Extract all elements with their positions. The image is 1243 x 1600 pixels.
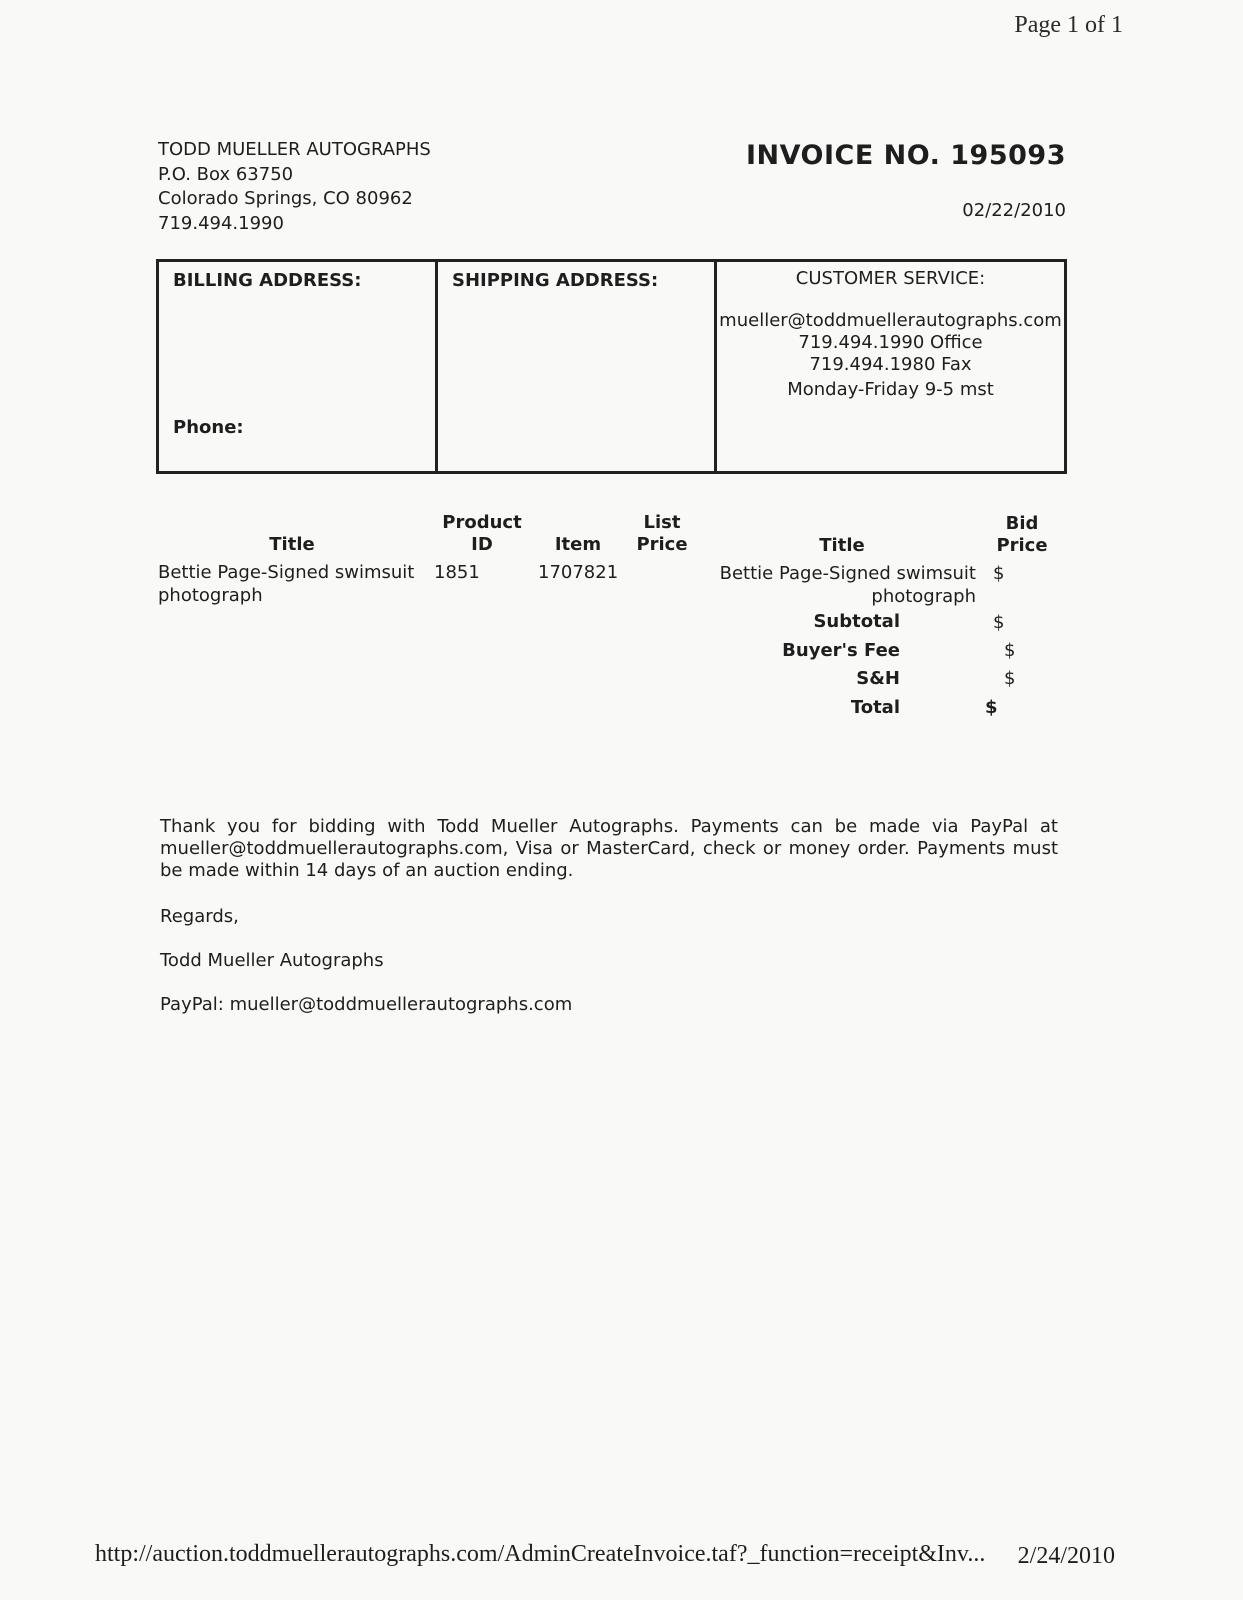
sh-label: S&H <box>856 668 900 689</box>
header-title: Title <box>269 534 315 555</box>
header-bid-price: Bid Price <box>996 513 1048 556</box>
table-row-product-id: 1851 <box>434 562 480 583</box>
payment-message: Thank you for bidding with Todd Mueller Autographs. Payments can be made via PayPal at mueller@toddmuellerautographs.com, Visa or MasterCard, check or money order. Payments must be made within 14 days of an auction ending. <box>160 816 1058 881</box>
footer-url: http://auction.toddmuellerautographs.com/AdminCreateInvoice.taf?_function=receipt&Inv... <box>95 1541 986 1567</box>
billing-address-cell <box>159 262 438 471</box>
shipping-address-label: SHIPPING ADDRESS: <box>452 270 659 291</box>
header-title-2: Title <box>819 535 865 556</box>
company-block <box>158 138 431 236</box>
customer-service-cell <box>717 262 1064 471</box>
invoice-title: INVOICE NO. 195093 <box>745 140 1066 171</box>
company-po-box: P.O. Box 63750 <box>158 163 294 185</box>
company-phone: 719.494.1990 <box>158 212 284 234</box>
billing-address-label: BILLING ADDRESS: <box>173 270 362 291</box>
header-item: Item <box>554 534 602 555</box>
header-list-price: List Price <box>636 512 688 555</box>
buyers-fee-label: Buyer's Fee <box>782 640 900 661</box>
customer-service-office: 719.494.1990 Office <box>798 332 983 353</box>
total-label: Total <box>850 697 900 718</box>
invoice-date: 02/22/2010 <box>962 200 1066 221</box>
table-row-title-2: Bettie Page-Signed swimsuit photograph <box>719 563 976 607</box>
table-row-title: Bettie Page-Signed swimsuit photograph <box>158 562 415 606</box>
header-product-id: Product ID <box>442 512 522 555</box>
regards: Regards, <box>160 906 239 927</box>
customer-service-hours: Monday-Friday 9-5 mst <box>787 379 994 400</box>
shipping-address-cell <box>438 262 717 471</box>
company-city: Colorado Springs, CO 80962 <box>158 188 413 209</box>
customer-service-email: mueller@toddmuellerautographs.com <box>719 310 1062 331</box>
customer-service-label: CUSTOMER SERVICE: <box>795 268 986 289</box>
company-name: TODD MUELLER AUTOGRAPHS <box>158 139 431 160</box>
footer-date: 2/24/2010 <box>1017 1543 1115 1569</box>
subtotal-label: Subtotal <box>813 611 900 632</box>
paypal-line: PayPal: mueller@toddmuellerautographs.com <box>160 994 573 1015</box>
signoff: Todd Mueller Autographs <box>160 950 384 971</box>
subtotal-value: $ <box>993 612 1005 633</box>
customer-service-fax: 719.494.1980 Fax <box>809 354 972 375</box>
total-value: $ <box>985 697 998 718</box>
sh-value: $ <box>1004 668 1016 689</box>
table-row-bid-price: $ <box>993 563 1005 584</box>
page-indicator: Page 1 of 1 <box>1014 12 1123 38</box>
table-row-item: 1707821 <box>538 562 619 583</box>
billing-phone-label: Phone: <box>173 417 244 438</box>
address-box <box>156 259 1067 474</box>
buyers-fee-value: $ <box>1004 640 1016 661</box>
